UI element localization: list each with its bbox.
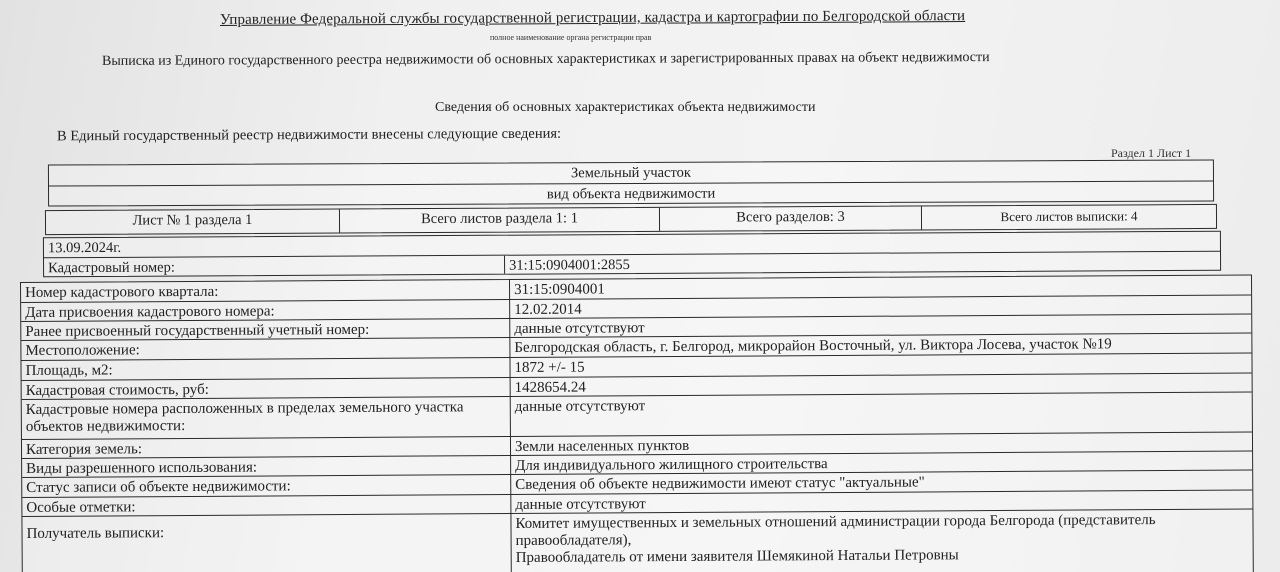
total-sheets-extract: Всего листов выписки: 4 bbox=[921, 205, 1216, 230]
cadastral-value: 31:15:0904001:2855 bbox=[504, 252, 1220, 274]
record-date: 13.09.2024г. bbox=[47, 239, 122, 257]
detail-label: Кадастровые номера расположенных в пределах земельного участка объектов недвижимости: bbox=[25, 399, 464, 435]
detail-value: Белгородская область, г. Белгород, микрорайон Восточный, ул. Виктора Лосева, участок №19 bbox=[509, 333, 1251, 357]
section-title: Сведения об основных характеристиках объекта недвижимости bbox=[435, 100, 816, 115]
detail-value: 1428654.24 bbox=[510, 373, 1252, 396]
detail-label: Категория земель: bbox=[25, 441, 143, 458]
agency-name: Управление Федеральной службы государственной регистрации, кадастра и картографии по Белгородской области bbox=[219, 8, 966, 28]
total-sections: Всего разделов: 3 bbox=[659, 206, 921, 230]
section-ref: Раздел 1 Лист 1 bbox=[1111, 146, 1192, 160]
detail-value: 31:15:0904001 bbox=[509, 275, 1251, 299]
detail-value: данные отсутствуют bbox=[509, 314, 1251, 337]
sheet-number: Лист № 1 раздела 1 bbox=[132, 211, 253, 229]
detail-value: данные отсутствуют bbox=[510, 392, 1252, 436]
table-row bbox=[22, 508, 1252, 572]
detail-label: Кадастровая стоимость, руб: bbox=[25, 381, 209, 399]
detail-value: Земли населенных пунктов bbox=[510, 432, 1252, 455]
extract-title: Выписка из Единого государственного реестра недвижимости об основных характеристиках и зарегистрированных правах на объект недвижимости bbox=[101, 50, 990, 69]
detail-value: данные отсутствуют bbox=[510, 490, 1252, 513]
recipient-text: Комитет имущественных и земельных отношений администрации города Белгорода (представитель правообладателя), bbox=[515, 512, 1156, 549]
record-table bbox=[43, 231, 1221, 278]
detail-label: Статус записи об объекте недвижимости: bbox=[26, 478, 291, 496]
detail-label: Ранее присвоенный государственный учетный номер: bbox=[25, 321, 370, 340]
detail-label: Дата присвоения кадастрового номера: bbox=[25, 303, 275, 321]
detail-value: Для индивидуального жилищного строительства bbox=[510, 451, 1252, 474]
detail-value: 12.02.2014 bbox=[509, 295, 1251, 318]
total-sheets-section: Всего листов раздела 1: 1 bbox=[339, 208, 659, 233]
detail-value: 1872 +/- 15 bbox=[509, 353, 1251, 377]
detail-label: Получатель выписки: bbox=[26, 525, 165, 542]
sheets-row bbox=[46, 205, 1216, 234]
object-type-table bbox=[48, 159, 1214, 206]
detail-value: Сведения об объекте недвижимости имеют статус "актуальные" bbox=[510, 470, 1252, 494]
agency-caption: полное наименование органа регистрации прав bbox=[490, 33, 652, 42]
cadastral-label: Кадастровый номер: bbox=[48, 259, 175, 277]
sheets-table bbox=[45, 204, 1217, 235]
recipient-extra-text: Правообладатель от имени заявителя Шемякиной Натальи Петровны bbox=[515, 547, 959, 566]
intro-text: В Единый государственный реестр недвижимости внесены следующие сведения: bbox=[56, 125, 562, 145]
detail-label: Особые отметки: bbox=[26, 499, 136, 516]
detail-label: Площадь, м2: bbox=[25, 362, 113, 379]
object-type: Земельный участок bbox=[570, 164, 691, 182]
details-table bbox=[20, 274, 1254, 572]
object-type-caption: вид объекта недвижимости bbox=[546, 185, 716, 203]
detail-label: Виды разрешенного использования: bbox=[26, 459, 258, 477]
detail-value bbox=[510, 509, 1252, 572]
detail-label: Номер кадастрового квартала: bbox=[25, 283, 219, 301]
object-type-caption-row bbox=[49, 180, 1213, 205]
detail-label: Местоположение: bbox=[25, 342, 140, 359]
